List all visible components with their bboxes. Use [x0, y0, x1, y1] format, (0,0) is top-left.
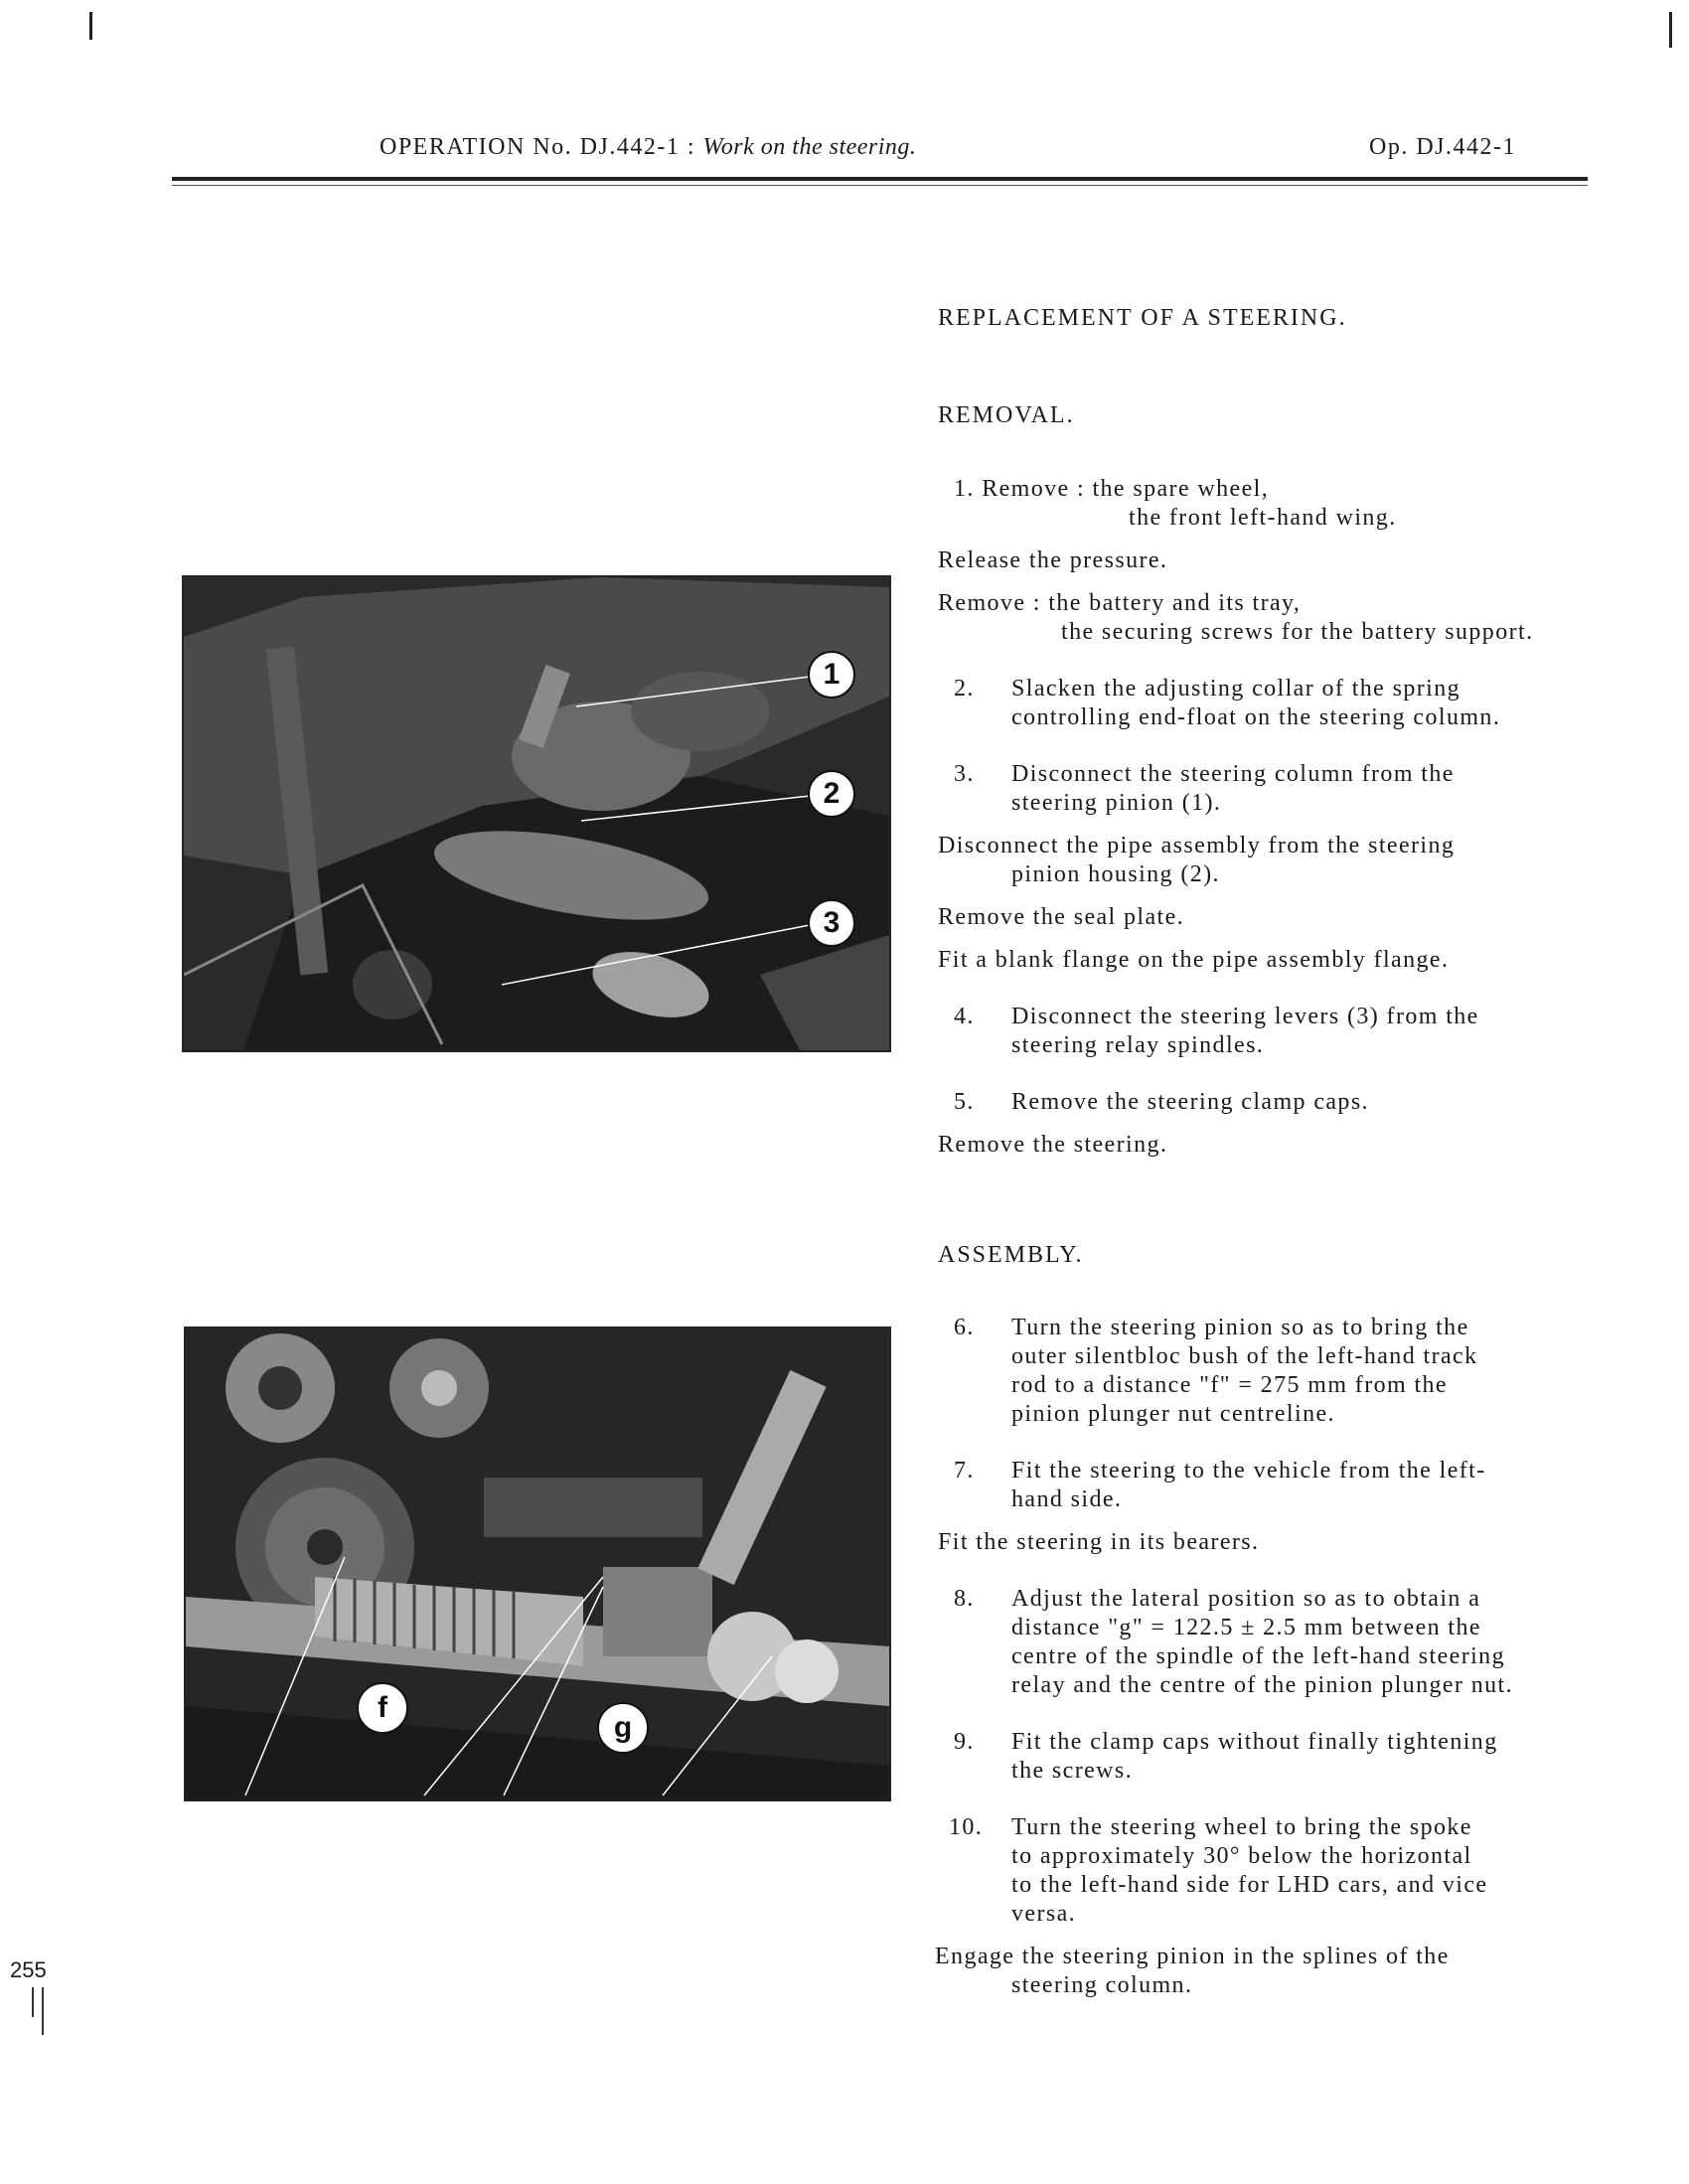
step-10-cont: to the left-hand side for LHD cars, and vice — [1011, 1872, 1488, 1898]
engine-bay-illustration — [184, 577, 889, 1050]
scan-mark — [89, 12, 92, 40]
step-10-cont: to approximately 30° below the horizontal — [1011, 1843, 1472, 1869]
step-number: 4. — [954, 1004, 975, 1029]
scan-mark — [42, 1987, 44, 2035]
operation-header — [380, 134, 916, 161]
steering-rack-illustration — [186, 1328, 889, 1799]
step-5: Remove the steering clamp caps. — [1011, 1089, 1369, 1115]
step-number: 3. — [954, 761, 975, 787]
step-7: Fit the steering to the vehicle from the left- — [1011, 1458, 1486, 1483]
step-10-cont: versa. — [1011, 1901, 1077, 1927]
step-6-cont: pinion plunger nut centreline. — [1011, 1401, 1335, 1427]
step-3: Disconnect the steering column from the — [1011, 761, 1455, 787]
step-4: Disconnect the steering levers (3) from the — [1011, 1004, 1479, 1029]
callout-g: g — [597, 1702, 649, 1754]
step-8: Adjust the lateral position so as to obtain a — [1011, 1586, 1481, 1612]
callout-1: 1 — [808, 651, 855, 699]
removal-heading: REMOVAL. — [938, 402, 1075, 428]
step-8-cont: centre of the spindle of the left-hand steering — [1011, 1643, 1505, 1669]
step-number: 8. — [954, 1586, 975, 1612]
text-line: Disconnect the pipe assembly from the steering — [938, 833, 1456, 858]
step-number: 7. — [954, 1458, 975, 1483]
step-2-cont: controlling end-float on the steering column. — [1011, 704, 1501, 730]
step-1-cont: the front left-hand wing. — [1129, 505, 1397, 531]
text-line: Remove : the battery and its tray, — [938, 590, 1302, 616]
text-line: Engage the steering pinion in the splines of the — [935, 1944, 1450, 1969]
text-line: Fit a blank flange on the pipe assembly flange. — [938, 947, 1450, 973]
step-8-cont: distance "g" = 122.5 ± 2.5 mm between the — [1011, 1615, 1481, 1640]
page-number: 255 — [10, 1957, 47, 1982]
step-number: 6. — [954, 1315, 975, 1340]
op-code: Op. DJ.442-1 — [1369, 134, 1516, 160]
steering-removal-photo — [182, 575, 891, 1052]
text-line: Fit the steering in its bearers. — [938, 1529, 1260, 1555]
step-7-cont: hand side. — [1011, 1486, 1123, 1512]
text-line: Release the pressure. — [938, 547, 1168, 573]
step-number: 10. — [949, 1814, 984, 1840]
callout-2: 2 — [808, 770, 855, 818]
step-number: 9. — [954, 1729, 975, 1755]
step-2: Slacken the adjusting collar of the spring — [1011, 676, 1461, 702]
step-6-cont: outer silentbloc bush of the left-hand track — [1011, 1343, 1478, 1369]
assembly-heading: ASSEMBLY. — [938, 1242, 1084, 1268]
operation-title: Work on the steering. — [702, 134, 917, 160]
operation-number: OPERATION No. DJ.442-1 : — [380, 134, 695, 160]
steering-assembly-photo — [184, 1326, 891, 1801]
step-9: Fit the clamp caps without finally tightening — [1011, 1729, 1498, 1755]
step-9-cont: the screws. — [1011, 1758, 1134, 1784]
header-rule-thin — [172, 185, 1588, 186]
text-line: Remove the steering. — [938, 1132, 1168, 1158]
step-1: 1. Remove : the spare wheel, — [954, 476, 1270, 502]
callout-f: f — [357, 1682, 408, 1734]
header-rule — [172, 177, 1588, 181]
text-line: the securing screws for the battery support. — [1061, 619, 1534, 645]
text-line: steering column. — [1011, 1972, 1193, 1998]
scan-mark — [1669, 12, 1672, 48]
step-4-cont: steering relay spindles. — [1011, 1032, 1265, 1058]
text-line: pinion housing (2). — [1011, 861, 1220, 887]
step-number: 5. — [954, 1089, 975, 1115]
step-6: Turn the steering pinion so as to bring the — [1011, 1315, 1469, 1340]
step-8-cont: relay and the centre of the pinion plunger nut. — [1011, 1672, 1513, 1698]
step-3-cont: steering pinion (1). — [1011, 790, 1222, 816]
scan-mark — [32, 1987, 34, 2017]
callout-3: 3 — [808, 899, 855, 947]
step-6-cont: rod to a distance "f" = 275 mm from the — [1011, 1372, 1448, 1398]
step-10: Turn the steering wheel to bring the spoke — [1011, 1814, 1472, 1840]
step-number: 2. — [954, 676, 975, 702]
page-title: REPLACEMENT OF A STEERING. — [938, 305, 1347, 331]
text-line: Remove the seal plate. — [938, 904, 1185, 930]
